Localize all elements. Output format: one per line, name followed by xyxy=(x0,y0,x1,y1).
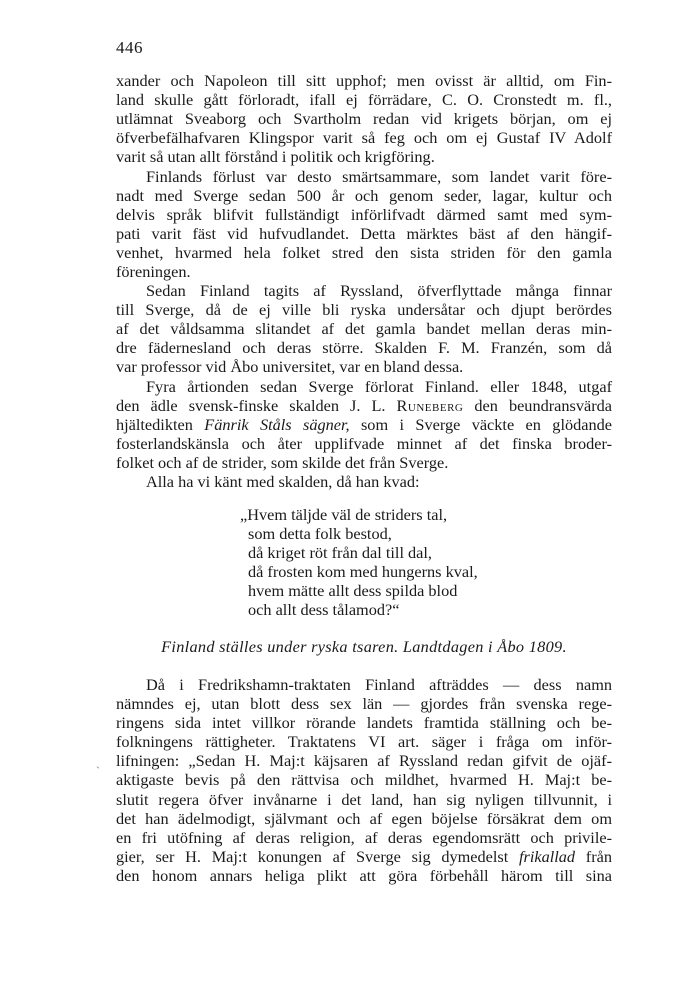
text-line xyxy=(116,847,612,866)
text-span: gier, ser H. Maj:t konungen af Sverge sig dymedelst xyxy=(116,846,519,866)
poem-line: „Hvem täljde väl de striders tal, xyxy=(240,505,448,524)
text-line: var professor vid Åbo universitet, var en bland dessa. xyxy=(116,357,464,377)
text-line: det han ädelmodigt, självmant och af egen böjelse försäkrat dem om xyxy=(116,808,612,828)
text-line: folket och af de strider, som skilde det från Sverge. xyxy=(116,452,449,472)
page-number: 446 xyxy=(116,38,143,57)
text-line: dre fädernesland och deras större. Skalden F. M. Franzén, som då xyxy=(116,338,612,358)
text-line: lifningen: „Sedan H. Maj:t käjsaren af Ryssland redan gifvit de ojäf- xyxy=(116,751,612,771)
margin-mark: ` xyxy=(96,764,100,778)
text-line: aktigaste bevis på den rättvisa och mildhet, hvarmed H. Maj:t be- xyxy=(116,770,612,790)
text-line: af det våldsamma slitandet af det gamla bandet mellan deras min- xyxy=(116,319,612,339)
poem-quote xyxy=(240,505,478,620)
paragraph-3 xyxy=(116,281,612,376)
text-line: venhet, hvarmed hela folket stred den sista striden för den gamla xyxy=(116,242,612,262)
text-line: nämndes ej, utan blott dess sex län — gjordes från svenska rege- xyxy=(116,694,612,714)
section-heading: Finland ställes under ryska tsaren. Landtdagen i Åbo 1809. xyxy=(161,637,567,656)
poem-line: hvem mätte allt dess spilda blod xyxy=(248,581,458,601)
book-title-italic: Fänrik Ståls sägner, xyxy=(204,414,350,434)
text-span: från xyxy=(575,846,612,866)
text-line: pati varit fäst vid hufvudlandet. Detta märktes bäst af den hängif- xyxy=(116,223,612,243)
text-line: xander och Napoleon till sitt upphof; men ovisst är alltid, om Fin- xyxy=(116,71,612,90)
paragraph-2 xyxy=(116,167,612,282)
text-line: utlämnat Sveaborg och Svartholm redan vid krigets början, om ej xyxy=(116,109,612,129)
author-name-smallcaps: Runeberg xyxy=(396,395,464,415)
text-span: som i Sverge väckte en glödande xyxy=(349,414,612,434)
text-line: öfverbefälhafvaren Klingspor varit så feg och om ej Gustaf IV Adolf xyxy=(116,128,612,148)
text-line: varit så utan allt förstånd i politik och krigföring. xyxy=(116,147,435,167)
text-line: den honom annars heliga plikt att göra förbehåll härom till sina xyxy=(116,865,612,885)
text-line: slutit regera öfver invånarne i det land, han sig nyligen tillvunnit, i xyxy=(116,789,612,809)
text-line: nadt med Sverge sedan 500 år och genom seder, lagar, kultur och xyxy=(116,185,612,205)
text-line xyxy=(116,396,612,415)
text-span: den ädle svensk-finske skalden J. L. xyxy=(116,395,397,415)
text-line: ringens sida intet villkor rörande landets framtida ställning och be- xyxy=(116,713,612,733)
text-line: delvis språk blifvit fullständigt införlifvadt därmed samt med sym- xyxy=(116,204,612,224)
paragraph-6 xyxy=(116,675,612,885)
text-line: fosterlandskänsla och åter upplifvade minnet af det finska broder- xyxy=(116,433,612,453)
text-line: Finlands förlust var desto smärtsammare, som landet varit före- xyxy=(146,166,612,186)
paragraph-1 xyxy=(116,71,612,166)
emphasis-italic: frikallad xyxy=(518,846,576,866)
text-line: Alla ha vi känt med skalden, då han kvad: xyxy=(146,472,420,491)
text-line: en fri utöfning af deras religion, af deras egendomsrätt och privile- xyxy=(116,827,612,847)
text-line: Sedan Finland tagits af Ryssland, öfverflyttade många finnar xyxy=(146,281,612,300)
text-line xyxy=(116,415,612,434)
poem-line: då kriget röt från dal till dal, xyxy=(248,543,433,563)
text-line: land skulle gått förloradt, ifall ej förrädare, C. O. Cronstedt m. fl., xyxy=(116,90,612,110)
text-span: hjältedikten xyxy=(116,414,205,434)
text-line: folkningens rättigheter. Traktatens VI art. säger i fråga om inför- xyxy=(116,732,612,752)
text-line: föreningen. xyxy=(116,261,191,281)
paragraph-4 xyxy=(116,377,612,472)
text-line: Då i Fredrikshamn-traktaten Finland afträddes — dess namn xyxy=(146,675,612,694)
poem-line: då frosten kom med hungerns kval, xyxy=(248,562,478,582)
poem-line: och allt dess tålamod?“ xyxy=(248,600,400,620)
text-span: den beundransvärda xyxy=(463,395,613,415)
text-line: till Sverge, då de ej ville bli ryska undersåtar och djupt berördes xyxy=(116,300,612,320)
text-line: Fyra årtionden sedan Sverge förlorat Finland. eller 1848, utgaf xyxy=(146,376,612,396)
paragraph-5 xyxy=(116,472,612,491)
poem-line: som detta folk bestod, xyxy=(248,524,392,544)
